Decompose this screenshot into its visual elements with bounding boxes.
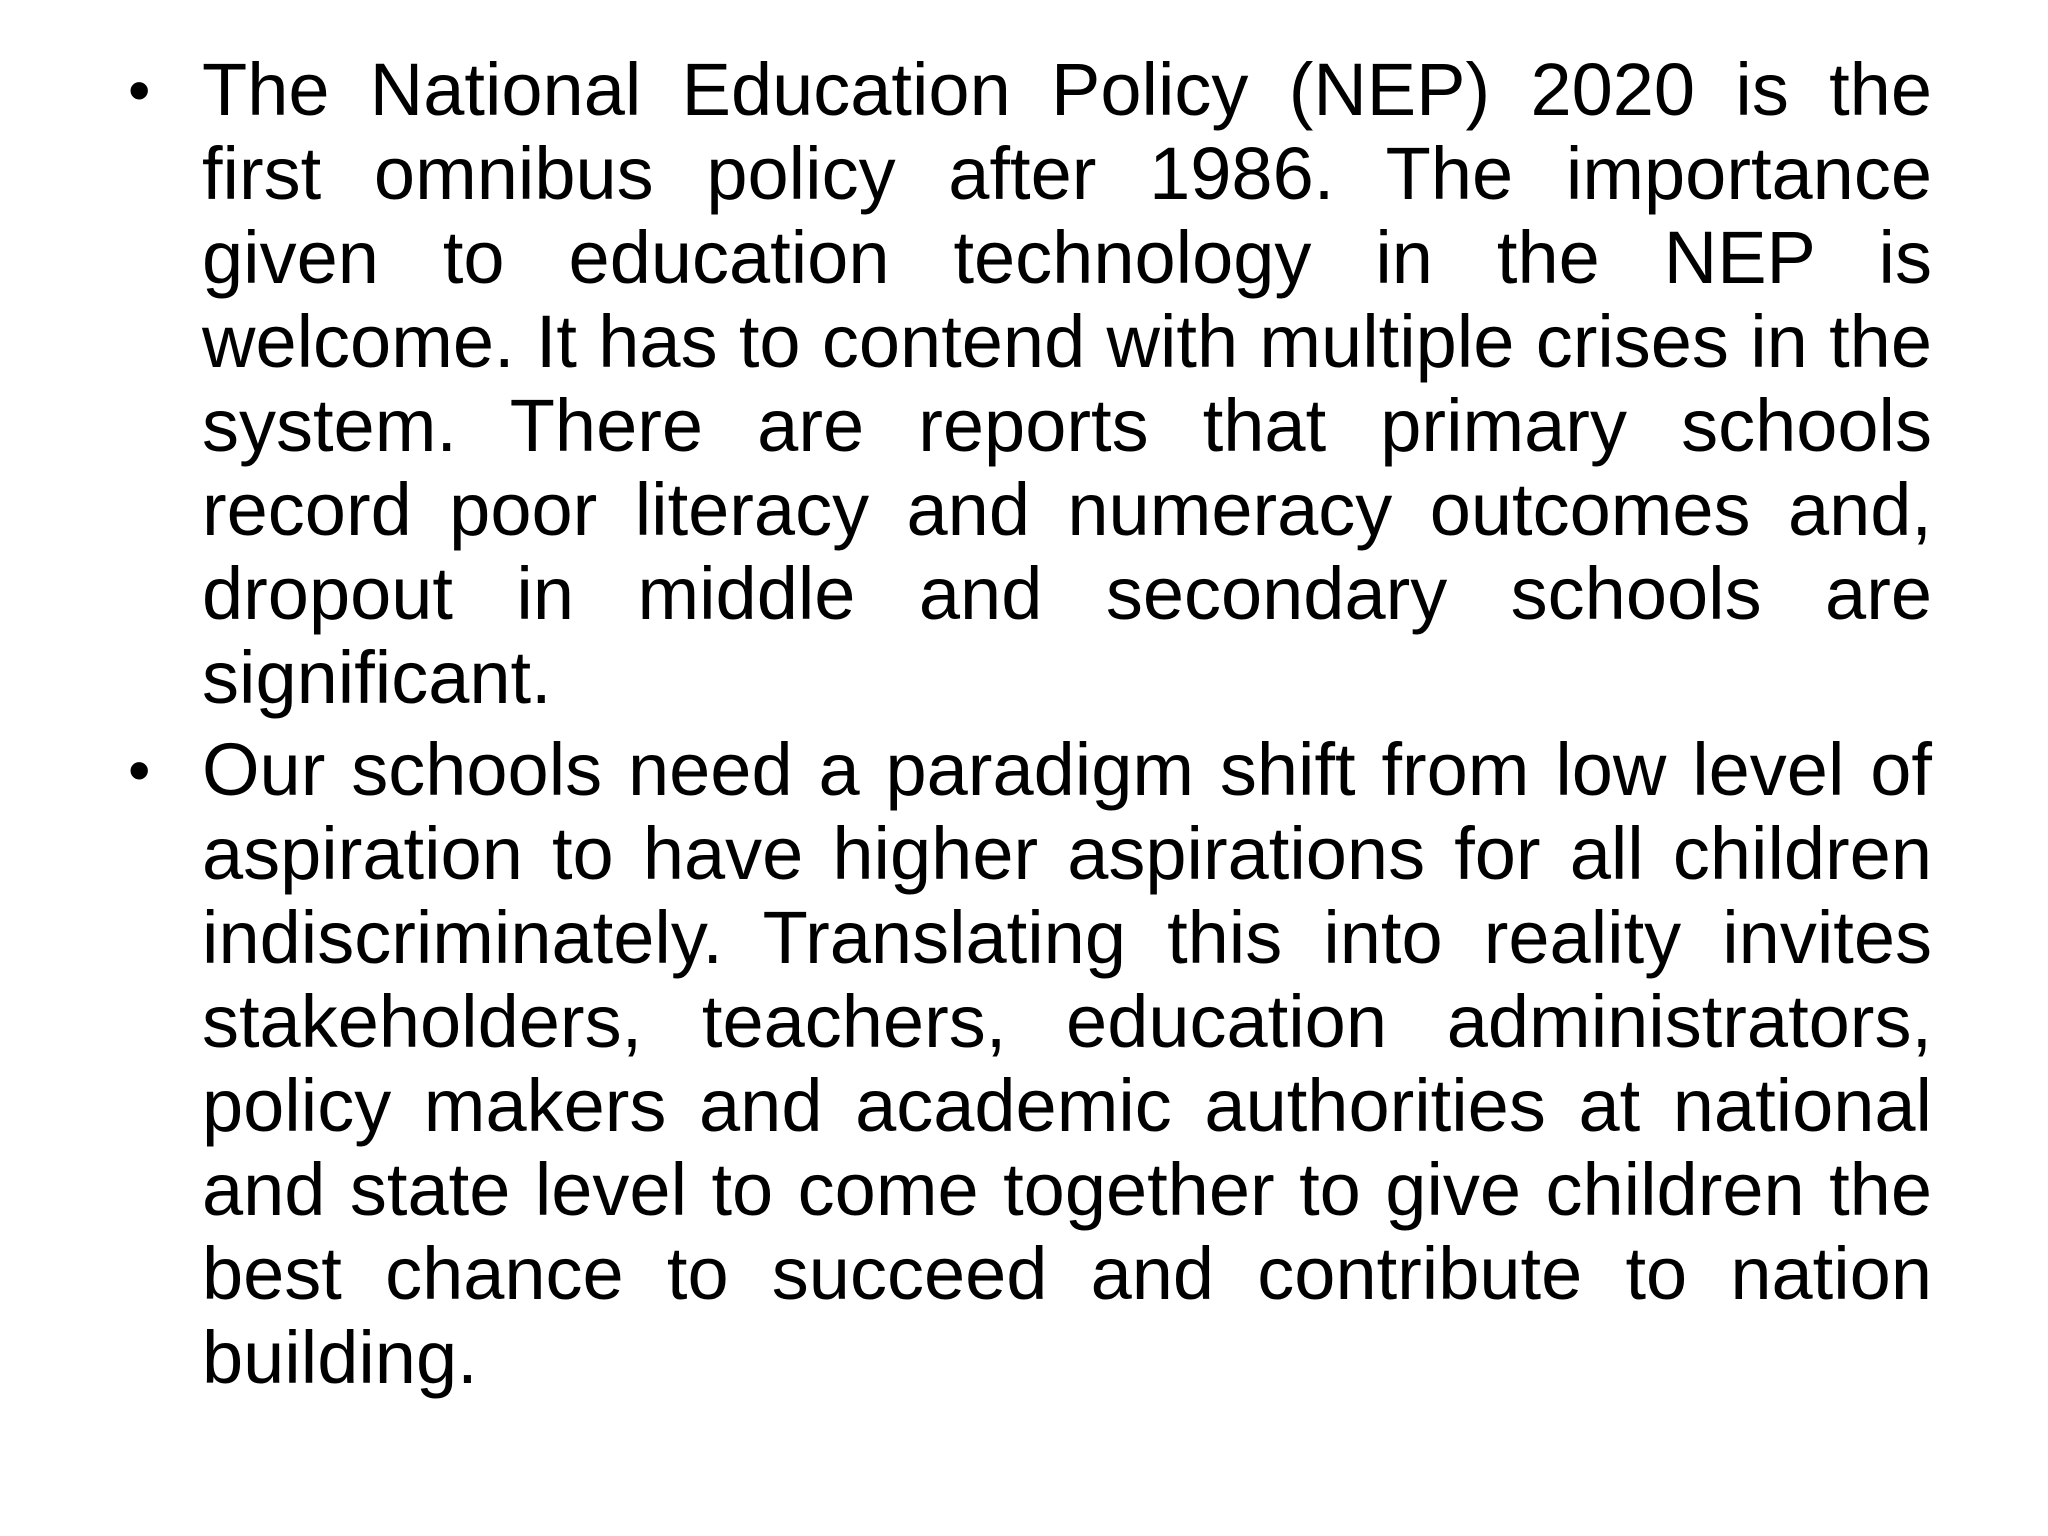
bullet-marker: • xyxy=(128,734,151,806)
bullet-item-paradigm-shift xyxy=(120,728,1932,1400)
bullet-item-nep-2020 xyxy=(120,48,1932,720)
bullet-marker: • xyxy=(128,54,151,126)
bullet-text: The National Education Policy (NEP) 2020 is the first omnibus policy after 1986. The importance given to education technology in the NEP is welcome. It has to contend with multiple crises in the system. There are reports that primary schools record poor literacy and numeracy outcomes and, dropout in middle and secondary schools are significant. xyxy=(202,48,1932,719)
bullet-text: Our schools need a paradigm shift from low level of aspiration to have higher aspirations for all children indiscriminately. Translating this into reality invites stakeholders, teachers, education administrators, policy makers and academic authorities at national and state level to come together to give children the best chance to succeed and contribute to nation building. xyxy=(202,728,1932,1399)
bullet-list xyxy=(120,48,1932,1408)
